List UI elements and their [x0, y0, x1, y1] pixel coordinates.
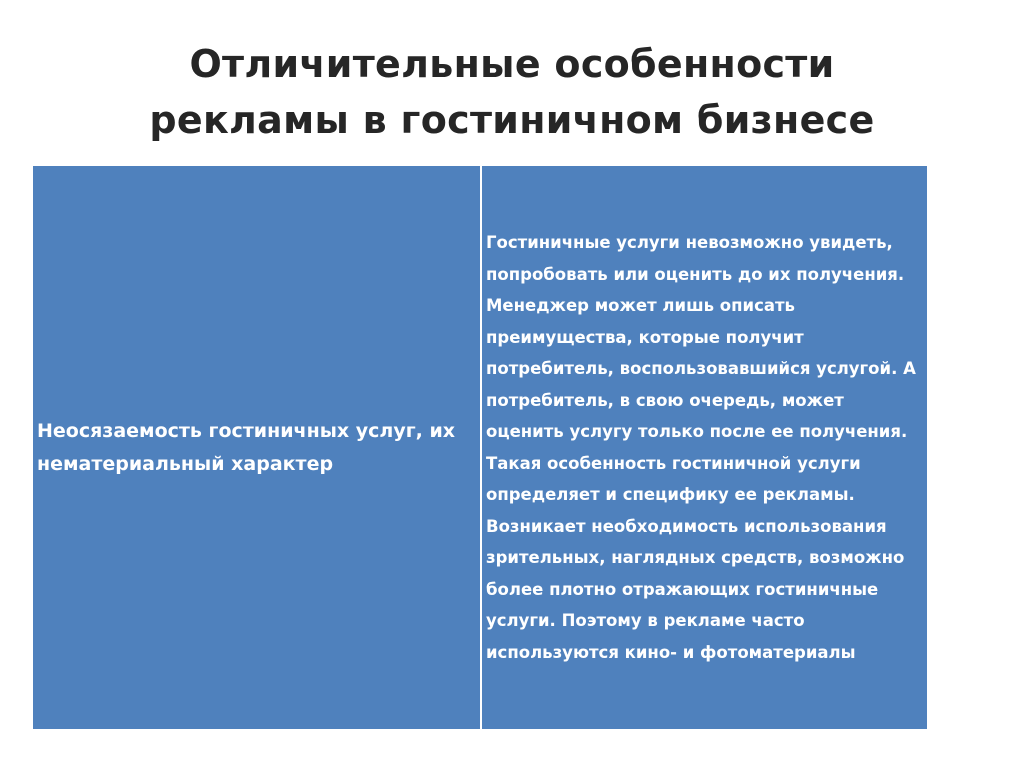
page-title-line-2: рекламы в гостиничном бизнесе [149, 98, 875, 142]
description-text: Гостиничные услуги невозможно увидеть, попробовать или оценить до их получения. Менеджер может лишь описать преимущества, которые получит потребитель, воспользовавшийся услугой. А потребитель, в свою очередь, может оценить услугу только после ее получения. Такая особенность гостиничной услуги определяет и специфику ее рекламы. Возникает необходимость использования зрительных, наглядных средств, возможно более плотно отражающих гостиничные услуги. Поэтому в рекламе часто используются кино- и фотоматериалы [486, 233, 916, 662]
table-cell-feature [33, 166, 480, 729]
feature-text: Неосязаемость гостиничных услуг, их нематериальный характер [37, 419, 456, 475]
page-title [0, 36, 1024, 148]
page-title-line-1: Отличительные особенности [189, 42, 835, 86]
features-table [33, 166, 927, 729]
table-cell-description [482, 166, 927, 729]
